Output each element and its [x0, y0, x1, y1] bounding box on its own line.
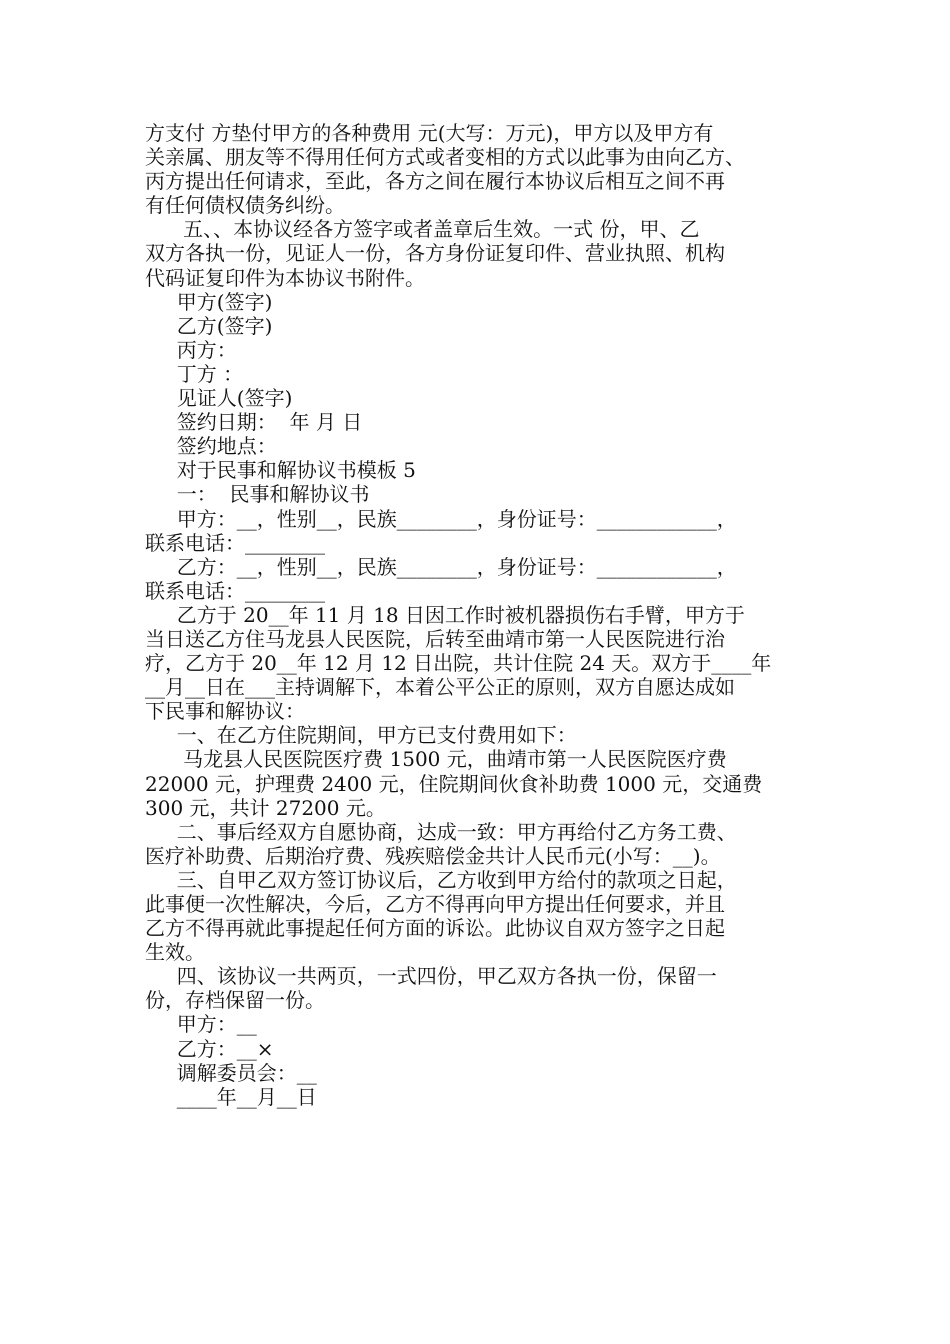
text-line: 丙方提出任何请求，至此，各方之间在履行本协议后相互之间不再: [145, 169, 725, 194]
text-line: 乙方于 20__年 11 月 18 日因工作时被机器损伤右手臂，甲方于: [145, 602, 745, 627]
text-line: 代码证复印件为本协议书附件。: [145, 265, 425, 290]
text-line: 生效。: [145, 940, 205, 965]
clause-two: 二、事后经双方自愿协商，达成一致：甲方再给付乙方务工费、: [145, 819, 737, 844]
clause-three: 三、自甲乙双方签订协议后，乙方收到甲方给付的款项之日起，: [145, 867, 737, 892]
text-line: 当日送乙方住马龙县人民医院，后转至曲靖市第一人民医院进行治: [145, 626, 725, 651]
signature-line-party-a: 甲方(签字): [145, 289, 273, 314]
signing-place-line: 签约地点：: [145, 434, 277, 459]
signature-line-witness: 见证人(签字): [145, 386, 293, 411]
party-b-info: 乙方：__，性别__，民族________，身份证号：____________，: [145, 554, 737, 579]
date-line: ____年__月__日: [145, 1084, 317, 1109]
signature-line-committee: 调解委员会：__: [145, 1060, 317, 1085]
text-line: 关亲属、朋友等不得用任何方式或者变相的方式以此事为由向乙方、: [145, 145, 745, 170]
text-line: 份，存档保留一份。: [145, 988, 325, 1013]
signing-date-line: 签约日期： 年 月 日: [145, 410, 363, 435]
signature-line-party-b: 乙方：__×: [145, 1036, 274, 1061]
signature-line-party-d: 丁方 ：: [145, 361, 244, 386]
party-a-phone: 联系电话：________: [145, 530, 325, 555]
text-line: 22000 元，护理费 2400 元，住院期间伙食补助费 1000 元，交通费: [145, 771, 763, 796]
document-body: [145, 121, 825, 1109]
text-line: 五、、本协议经各方签字或者盖章后生效。一式 份，甲、乙: [145, 217, 700, 242]
text-line: 方支付 方垫付甲方的各种费用 元(大写：万元)，甲方以及甲方有: [145, 121, 714, 145]
text-line: 300 元，共计 27200 元。: [145, 795, 386, 820]
clause-one: 一、在乙方住院期间，甲方已支付费用如下：: [145, 723, 577, 748]
signature-line-party-b: 乙方(签字): [145, 313, 273, 338]
party-b-phone: 联系电话：________: [145, 578, 325, 603]
text-line: 有任何债权债务纠纷。: [145, 193, 345, 218]
text-line: 乙方不得再就此事提起任何方面的诉讼。此协议自双方签字之日起: [145, 916, 725, 941]
text-line: 疗，乙方于 20__年 12 月 12 日出院，共计住院 24 天。双方于____年: [145, 651, 772, 676]
section-heading: 对于民事和解协议书模板 5: [145, 458, 416, 483]
clause-four: 四、该协议一共两页，一式四份，甲乙双方各执一份，保留一: [145, 964, 717, 989]
signature-line-party-c: 丙方：: [145, 337, 237, 362]
signature-line-party-a: 甲方：__: [145, 1012, 257, 1037]
text-line: 下民事和解协议：: [145, 699, 305, 724]
document-title: 一： 民事和解协议书: [145, 482, 370, 507]
text-line: 医疗补助费、后期治疗费、残疾赔偿金共计人民币元(小写：__)。: [145, 843, 721, 868]
party-a-info: 甲方：__，性别__，民族________，身份证号：____________，: [145, 506, 737, 531]
text-line: 马龙县人民医院医疗费 1500 元，曲靖市第一人民医院医疗费: [145, 747, 727, 772]
text-line: __月__日在___主持调解下，本着公平公正的原则，双方自愿达成如: [145, 675, 735, 700]
text-line: 此事便一次性解决，今后，乙方不得再向甲方提出任何要求，并且: [145, 892, 725, 916]
text-line: 双方各执一份，见证人一份，各方身份证复印件、营业执照、机构: [145, 241, 725, 266]
